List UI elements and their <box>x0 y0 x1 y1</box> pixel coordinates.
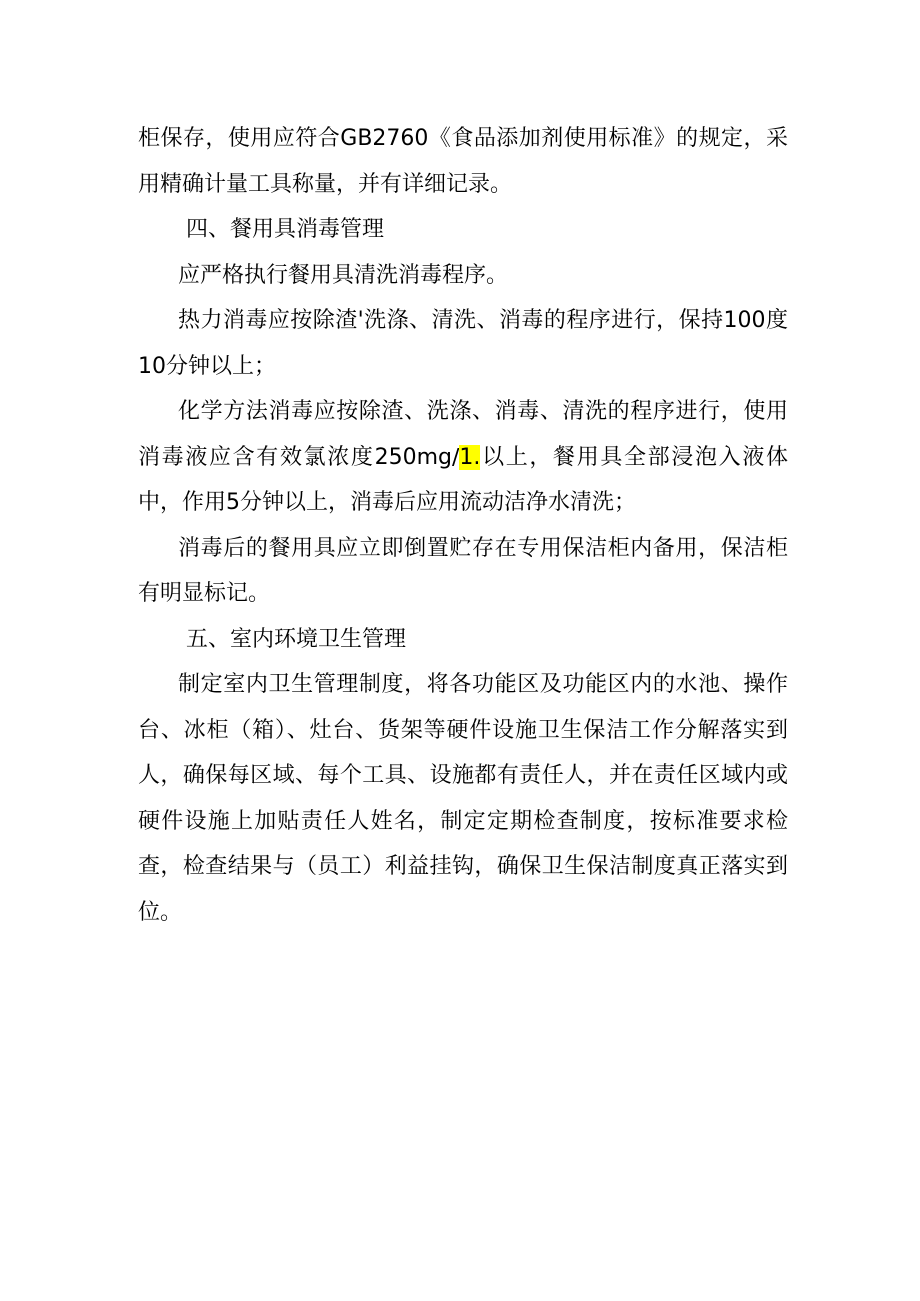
highlighted-text: 1. <box>459 444 481 470</box>
paragraph-chemical-disinfection <box>138 389 788 526</box>
paragraph-indoor-hygiene-rules: 制定室内卫生管理制度，将各功能区及功能区内的水池、操作台、冰柜（箱）、灶台、货架等硬件设施卫生保洁工作分解落实到人，确保每区域、每个工具、设施都有责任人，并在责任区域内或硬件设施上加贴责任人姓名，制定定期检查制度，按标准要求检查，检查结果与（员工）利益挂钩，确保卫生保洁制度真正落实到位。 <box>138 672 788 925</box>
document-body <box>138 116 788 935</box>
chemical-text-before: 化学方法消毒应按除渣、洗涤、消毒、清洗的程序进行，使用消毒液应含有效氯浓度250mg∕ <box>138 399 788 470</box>
section-heading-tableware-disinfection: 四、餐用具消毒管理 <box>186 217 385 242</box>
paragraph-storage-after-disinfection: 消毒后的餐用具应立即倒置贮存在专用保洁柜内备用，保洁柜有明显标记。 <box>138 535 788 606</box>
paragraph-cleaning-procedure: 应严格执行餐用具清洗消毒程序。 <box>178 262 509 288</box>
chemical-text-after: 以上，餐用具全部浸泡入液体中，作用5分钟以上，消毒后应用流动洁净水清洗； <box>138 444 788 515</box>
paragraph-additive-storage: 柜保存，使用应符合GB2760《食品添加剂使用标准》的规定，采用精确计量工具称量，并有详细记录。 <box>138 126 788 197</box>
section-heading-indoor-hygiene: 五、室内环境卫生管理 <box>186 626 407 652</box>
paragraph-thermal-disinfection: 热力消毒应按除渣'洗涤、清洗、消毒的程序进行，保持100度10分钟以上； <box>138 308 788 379</box>
